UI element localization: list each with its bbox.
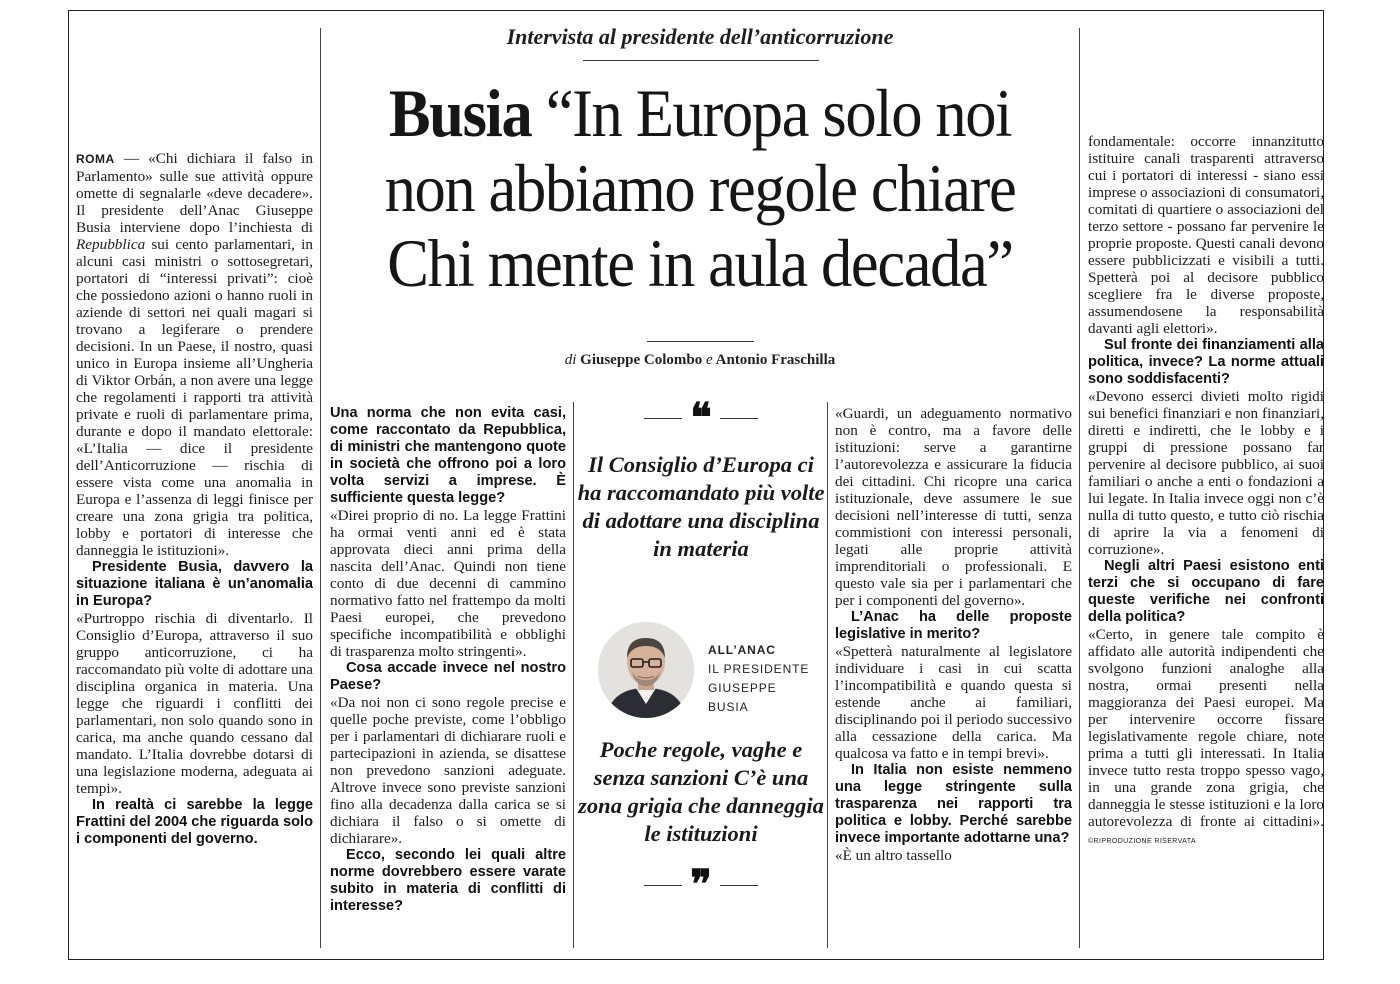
answer: «Devono esserci divieti molto rigidi sui benefici finanziari e non finanziari, diretti e indiretti, che le lobby e i gruppi di pressione possano far pervenire al decisore pubblico, ai suoi familiari o anche a enti o fondazioni a lui legate. In Italia invece oggi non c’è nulla di tutto questo, e tutto ciò rischia di aprire la via a fenomeni di corruzione». bbox=[1088, 388, 1324, 558]
question: In realtà ci sarebbe la legge Frattini del 2004 che riguarda solo i componenti del governo. bbox=[76, 797, 313, 847]
pull-quote bbox=[576, 394, 826, 563]
question: Sul fronte dei finanziamenti alla politica, invece? La norme attuali sono soddisfacenti? bbox=[1088, 337, 1324, 387]
kicker-rule bbox=[583, 60, 819, 61]
pull-quote-2 bbox=[576, 736, 826, 908]
question: In Italia non esiste nemmeno una legge stringente sulla trasparenza nei rapporti tra politica e lobby. Perché sarebbe invece importante adottarne una? bbox=[835, 762, 1072, 846]
caption-line: BUSIA bbox=[708, 700, 749, 714]
headline bbox=[360, 76, 1041, 301]
byline-rule bbox=[647, 341, 754, 342]
answer: «Guardi, un adeguamento normativo non è contro, ma a favore delle istituzioni: serve a garantirne l’autorevolezza e assicurare la fiducia dei cittadini. Chi ricopre una carica istituzionale, deve assumere le sue decisioni nell’interesse di tutti, senza commistioni con interessi personali, legati alle proprie attività imprenditoriali o professionali. E questo vale sia per i parlamentari che per i componenti del governo». bbox=[835, 405, 1072, 609]
headline-quote-start: “In Europa solo noi bbox=[545, 75, 1012, 151]
headline-line-2: non abbiamo regole chiare bbox=[384, 150, 1016, 226]
lead-paragraph bbox=[76, 150, 313, 559]
column-rule bbox=[1079, 28, 1080, 948]
pull-quote-text-1: Il Consiglio d’Europa ci ha raccomandato più volte di adottare una disciplina in materia bbox=[577, 452, 825, 561]
article-column-1 bbox=[76, 150, 313, 848]
answer: «Purtroppo rischia di diventarlo. Il Consiglio d’Europa, attraverso il suo gruppo anticorruzione, ci ha raccomandato più volte di adottare una disciplina organica in materia. Una legge che riguardi i conflitti dei parlamentari, non solo quando sono in carica, ma anche quando cessano dal mandato. L’Italia dovrebbe dotarsi di una legislazione moderna, adeguata ai tempi». bbox=[76, 610, 313, 797]
column-rule bbox=[827, 402, 828, 948]
question: Una norma che non evita casi, come raccontato da Repubblica, di ministri che mantengono quote in società che offrono poi a loro volta servizi a imprese. È sufficiente questa legge? bbox=[330, 405, 566, 506]
caption-line: IL PRESIDENTE bbox=[708, 662, 810, 676]
caption-title: ALL’ANAC bbox=[708, 643, 776, 657]
headline-line-1 bbox=[360, 76, 1041, 151]
answer: fondamentale: occorre innanzitutto istituire canali trasparenti attraverso cui i portatori di interessi - siano essi imprese o associazioni di consumatori, comitati di quartiere o associazioni del terzo settore - possano far pervenire le proprie proposte. Questi canali devono essere pubblicizzati e visibili a tutti. Spetterà poi al decisore pubblico scegliere fra le diverse proposte, assumendosene la responsabilità davanti agli elettori». bbox=[1088, 133, 1324, 337]
pull-quote-text-2: Poche regole, vaghe e senza sanzioni C’è una zona grigia che danneggia le istituzioni bbox=[578, 737, 824, 846]
byline-di: di bbox=[564, 352, 577, 368]
answer: «Da noi non ci sono regole precise e quelle poche previste, come l’obbligo per i parlamentari di dichiarare ruoli e partecipazioni in azienda, se disattese non prevedono sanzioni adeguate. Altrove invece sono previste sanzioni fino alla decadenza dalla carica se si dichiara il falso o si omette di dichiarare». bbox=[330, 694, 566, 847]
article-column-4 bbox=[1088, 133, 1324, 850]
close-quote-icon: ❞ bbox=[576, 870, 826, 900]
byline-author-2: Antonio Fraschilla bbox=[715, 352, 836, 368]
question: L’Anac ha delle proposte legislative in merito? bbox=[835, 609, 1072, 642]
article-column-3 bbox=[835, 405, 1072, 864]
column-rule bbox=[320, 28, 321, 948]
article-column-2 bbox=[330, 405, 566, 915]
question: Cosa accade invece nel nostro Paese? bbox=[330, 660, 566, 693]
answer-text: «Certo, in genere tale compito è affidato alle autorità indipendenti che svolgono funzioni analoghe alla nostra, ormai presenti nella maggioranza dei Paesi europei. Ma per intervenire occorre fissare legislativamente regole chiare, note prima a tutti gli interessati. In Italia invece tutto resta troppo spesso vago, in una grande zona grigia, che danneggia le stesse istituzioni e la loro autorevolezza di fronte ai cittadini». bbox=[1088, 626, 1324, 830]
byline-author-1: Giuseppe Colombo bbox=[580, 352, 703, 368]
lead-text-a: — «Chi dichiara il falso in Parlamento» sulle sue attività oppure omette di segnalarle «deve decadere». Il presidente dell’Anac Giuseppe Busia interviene dopo l’inchiesta di bbox=[76, 150, 313, 236]
answer: «Direi proprio di no. La legge Frattini ha ormai venti anni ed è stata approvata dieci anni prima della nascita dell’Anac. Quindi non tiene conto di due decenni di cammino normativo fatto nel frattempo da molti Paesi europei, che prevedono specifiche incompatibilità e obblighi di trasparenza molto stringenti». bbox=[330, 507, 566, 660]
byline-e: e bbox=[706, 352, 713, 368]
copyright-credit: ©RIPRODUZIONE RISERVATA bbox=[1088, 838, 1196, 845]
headline-line-3: Chi mente in aula decada” bbox=[387, 225, 1013, 301]
question: Ecco, secondo lei quali altre norme dovrebbero essere varate subito in materia di conflitti di interesse? bbox=[330, 847, 566, 914]
photo-caption bbox=[708, 641, 809, 717]
caption-line: GIUSEPPE bbox=[708, 681, 777, 695]
kicker: Intervista al presidente dell’anticorruzione bbox=[506, 24, 894, 49]
question: Negli altri Paesi esistono enti terzi che si occupano di fare queste verifiche nei confronti della politica? bbox=[1088, 558, 1324, 625]
answer: «Spetterà naturalmente al legislatore individuare i casi in cui scatta l’incompatibilità e quando questa si estende anche ai familiari, disciplinando poi il periodo successivo alla cessazione della carica. Ma qualcosa va fatto e in tempi brevi». bbox=[835, 643, 1072, 762]
byline bbox=[330, 352, 1070, 369]
column-rule bbox=[573, 402, 574, 948]
lead-text-italic: Repubblica bbox=[76, 236, 146, 253]
answer: «È un altro tassello bbox=[835, 847, 952, 864]
headline-name: Busia bbox=[388, 75, 532, 151]
open-quote-icon: ❝ bbox=[576, 403, 826, 433]
lead-text-b: sui cento parlamentari, in alcuni casi ministri o sottosegretari, portatori di “interessi privati”: cioè che possiedono azioni o hanno ruoli in aziende di settori nei quali magari si trovano a legiferare o prendere decisioni. In un Paese, il nostro, quasi unico in Europa insieme all’Ungheria di Viktor Orbán, a non avere una legge che regolamenti i rapporti tra attività private e ruoli di parlamentare prima, durante e dopo il mandato elettorale: «L’Italia — dice il presidente dell’Anticorruzione — rischia di essere vista come una anomalia in Europa e l’assenza di leggi finisce per creare una zona grigia tra politica, lobby e portatori di interesse che danneggia le istituzioni». bbox=[76, 236, 313, 559]
portrait-photo bbox=[598, 622, 694, 718]
question: Presidente Busia, davvero la situazione italiana è un’anomalia in Europa? bbox=[76, 559, 313, 609]
dateline: ROMA bbox=[76, 152, 115, 166]
answer bbox=[1088, 626, 1324, 850]
